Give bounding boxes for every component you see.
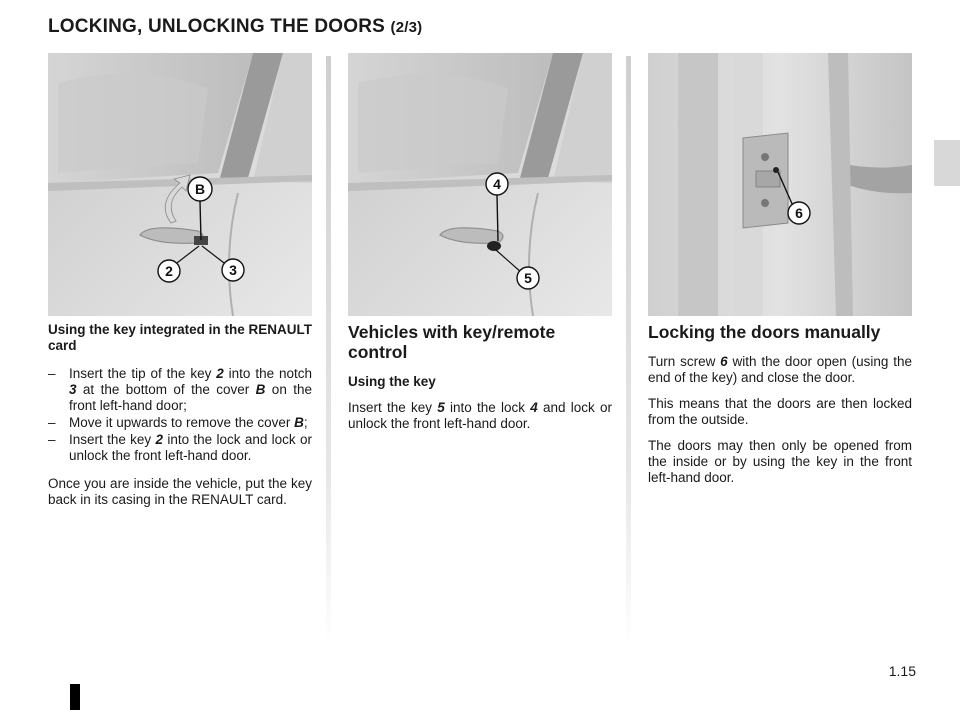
instruction-item: – Move it upwards to remove the cover B; [48,415,312,431]
section-subheading: Using the key [348,374,436,389]
page-title [48,16,422,38]
label-6: 6 [795,205,803,221]
body-paragraph: Turn screw 6 with the door open (using the end of the key) and close the door. [648,354,912,385]
label-3: 3 [229,262,237,278]
title-text: LOCKING, UNLOCKING THE DOORS [48,16,386,37]
door-illustration-1 [48,53,312,316]
body-paragraph: This means that the doors are then locked from the outside. [648,396,912,427]
section-heading: Vehicles with key/remote control [348,322,556,362]
figure-door-lock-screw [648,53,912,316]
page-number: 1.15 [888,663,916,679]
section-lead: Using the key integrated in the RENAULT card [48,322,312,353]
instruction-item: – Insert the key 2 into the lock and lock or unlock the front left-hand door. [48,432,312,464]
column-manual-locking [648,322,912,496]
door-illustration-2 [348,53,612,316]
label-5: 5 [524,270,532,286]
body-paragraph: Insert the key 5 into the lock 4 and lock or unlock the front left-hand door. [348,400,613,431]
body-paragraph: Once you are inside the vehicle, put the key back in its casing in the RENAULT card. [48,476,312,507]
column-card-key [48,322,312,518]
section-heading: Locking the doors manually [648,322,881,342]
column-remote-key [348,322,612,442]
label-2: 2 [165,263,173,279]
figure-key-lock [348,53,612,316]
figure-door-handle-cover [48,53,312,316]
door-illustration-3 [648,53,912,316]
column-divider-1 [326,56,331,646]
body-paragraph: The doors may then only be opened from the inside or by using the key in the front left-hand door. [648,438,912,485]
instruction-list [48,366,312,464]
footer-mark [70,684,80,710]
chapter-tab [934,140,960,186]
title-part: (2/3) [390,19,423,36]
label-4: 4 [493,176,501,192]
column-divider-2 [626,56,631,646]
label-b: B [194,181,206,197]
instruction-item: – Insert the tip of the key 2 into the notch 3 at the bottom of the cover B on the front left-hand door; [48,366,312,414]
